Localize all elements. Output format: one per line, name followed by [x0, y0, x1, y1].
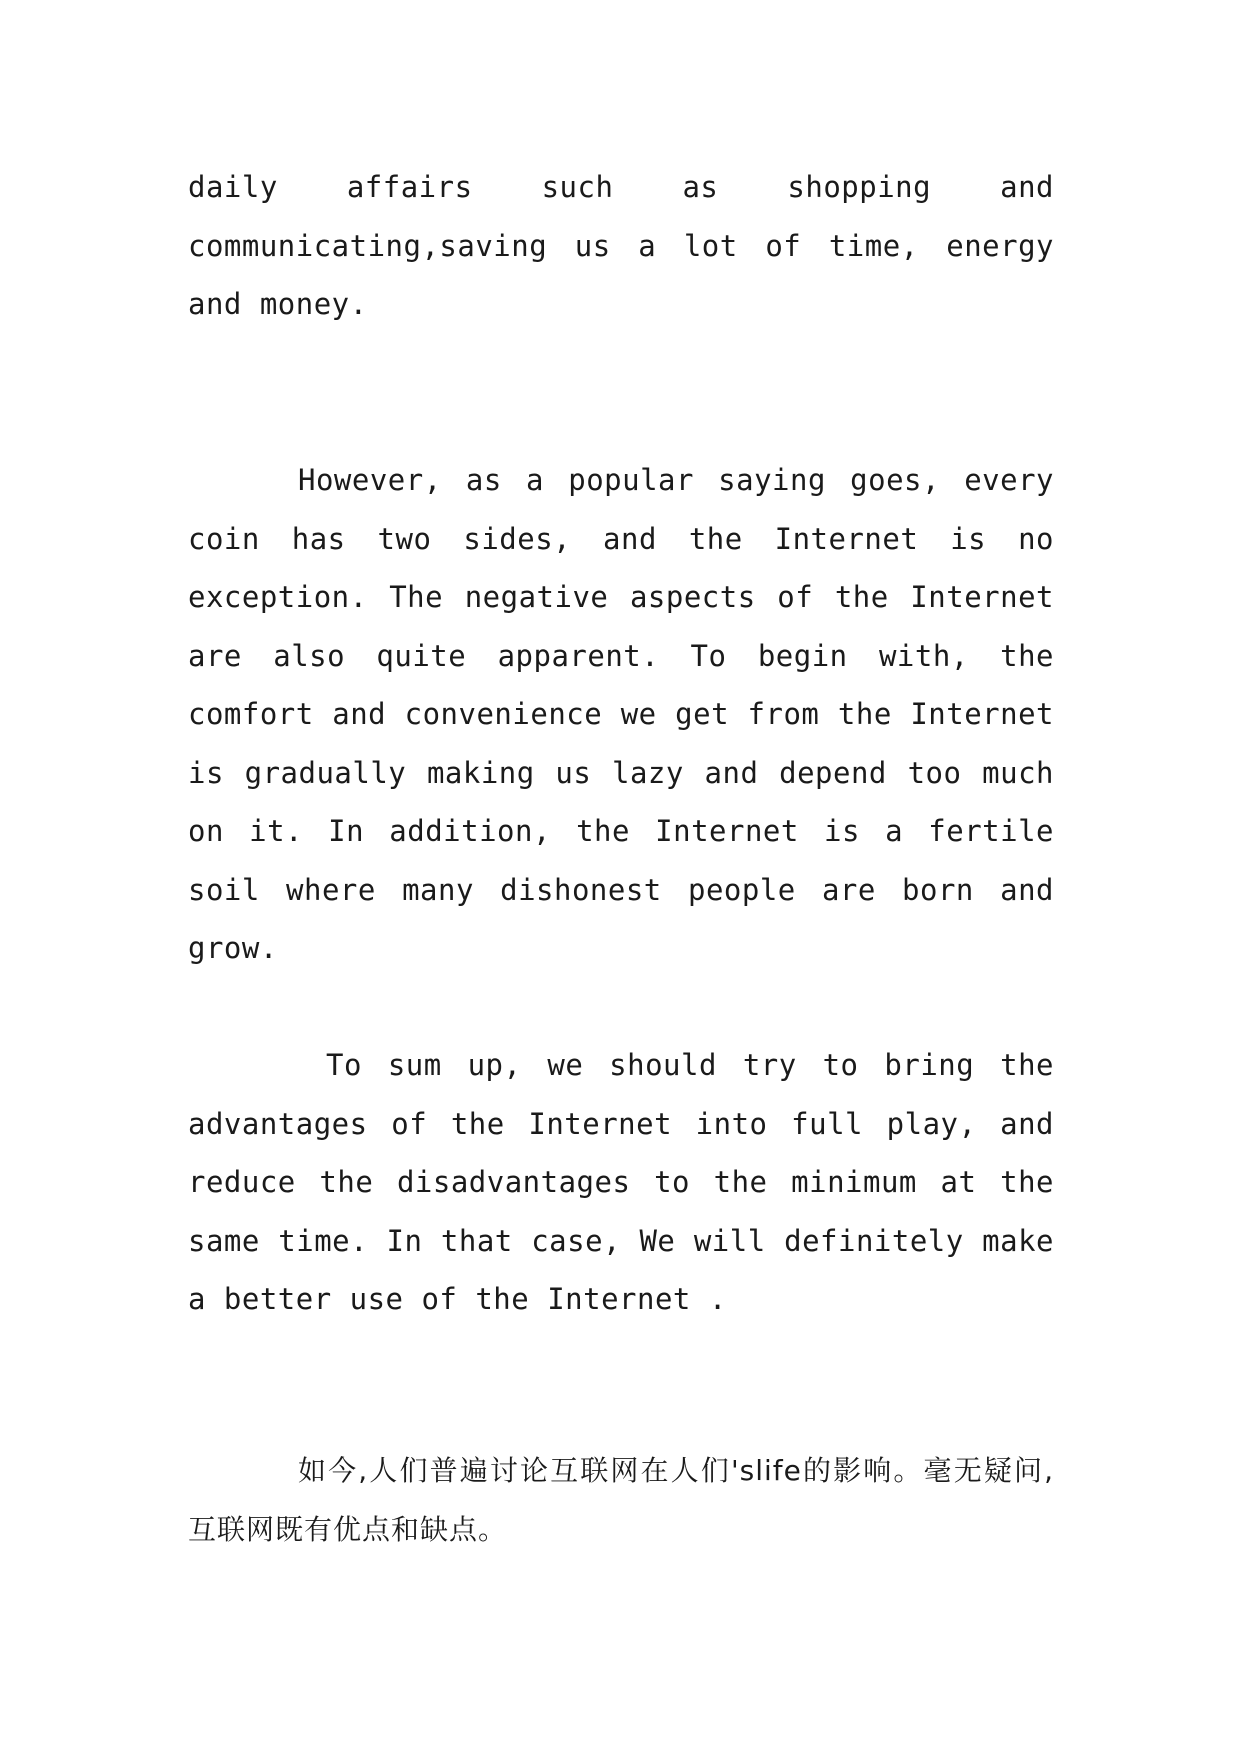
paragraph-continuation: daily affairs such as shopping and communicating,saving us a lot of time, energy and money. — [188, 170, 1054, 321]
paragraph-conclusion: To sum up, we should try to bring the advantages of the Internet into full play, and reduce the disadvantages to the minimum at the same time. In that case, We will definitely make a better use of the Internet . — [188, 1048, 1054, 1316]
paragraph-disadvantages: However, as a popular saying goes, every coin has two sides, and the Internet is no exception. The negative aspects of the Internet are also quite apparent. To begin with, the comfort and convenience we get from the Internet is gradually making us lazy and depend too much on it. In addition, the Internet is a fertile soil where many dishonest people are born and grow. — [188, 463, 1054, 965]
paragraph-chinese-translation: 如今,人们普遍讨论互联网在人们'slife的影响。毫无疑问,互联网既有优点和缺点。 — [188, 1454, 1054, 1546]
